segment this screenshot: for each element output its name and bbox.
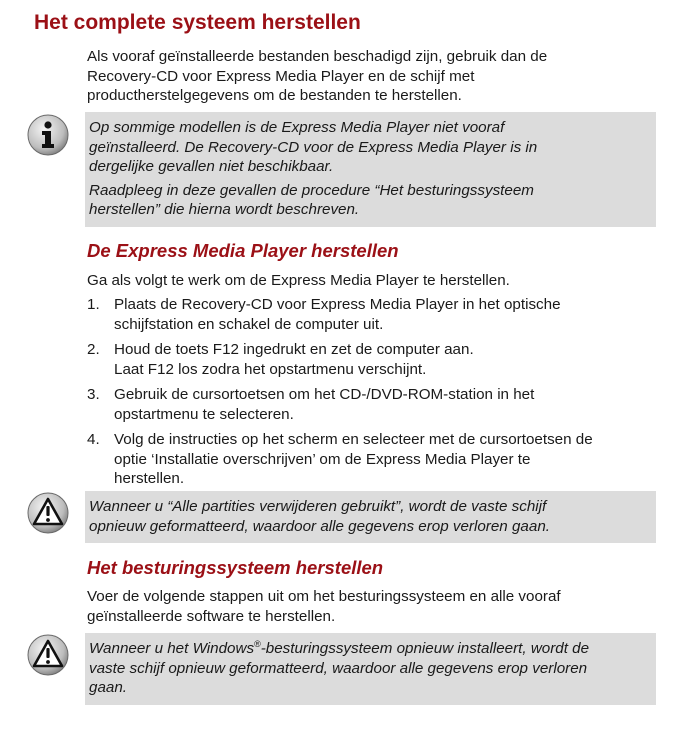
section-title-complete-system: Het complete systeem herstellen — [34, 11, 361, 34]
note-line: opnieuw geformatteerd, waardoor alle gegevens erop verloren gaan. — [89, 517, 550, 535]
step-item — [87, 385, 667, 424]
intro-line: geïnstalleerde software te herstellen. — [87, 607, 336, 625]
step-number: 1. — [87, 296, 100, 313]
section-title-operating-system: Het besturingssysteem herstellen — [87, 557, 384, 578]
note-line: dergelijke gevallen niet beschikbaar. — [89, 158, 334, 175]
step-number: 4. — [87, 431, 100, 448]
note-text: -besturingssysteem opnieuw installeert, wordt de — [260, 640, 590, 657]
step-line: herstellen. — [114, 470, 185, 487]
intro-paragraph — [87, 47, 667, 106]
note-line: Raadpleeg in deze gevallen de procedure “Het besturingssysteem — [89, 181, 534, 199]
step-line: opstartmenu te selecteren. — [114, 405, 294, 423]
note-line: Wanneer u “Alle partities verwijderen gebruikt”, wordt de vaste schijf — [89, 498, 547, 515]
note-line: Op sommige modellen is de Express Media Player niet vooraf — [89, 119, 505, 136]
note-text: Wanneer u het Windows — [89, 640, 255, 657]
step-line: optie ‘Installatie overschrijven’ om de Express Media Player te — [114, 450, 531, 468]
steps-list — [87, 295, 667, 495]
intro-line: Als vooraf geïnstalleerde bestanden beschadigd zijn, gebruik dan de — [87, 48, 548, 65]
step-line: Laat F12 los zodra het opstartmenu verschijnt. — [114, 360, 427, 378]
step-line: Gebruik de cursortoetsen om het CD-/DVD-ROM-station in het — [114, 386, 535, 403]
warning-note-paragraph — [89, 639, 648, 698]
note-line: vaste schijf opnieuw geformatteerd, waardoor alle gegevens erop verloren — [89, 659, 588, 677]
step-line: Volg de instructies op het scherm en selecteer met de cursortoetsen de — [114, 431, 593, 448]
step-item — [87, 295, 667, 334]
step-number: 3. — [87, 386, 100, 403]
step-item — [87, 430, 667, 489]
warning-note-windows — [85, 633, 656, 705]
info-note-paragraph — [89, 181, 648, 220]
note-line: herstellen” die hierna wordt beschreven. — [89, 201, 360, 218]
info-icon — [27, 114, 69, 156]
note-line: geïnstalleerd. De Recovery-CD voor de Express Media Player is in — [89, 138, 538, 156]
step-number: 2. — [87, 341, 100, 358]
section2-intro: Ga als volgt te werk om de Express Media Player te herstellen. — [87, 272, 510, 289]
step-line: schijfstation en schakel de computer uit. — [114, 315, 384, 333]
info-note-paragraph — [89, 118, 648, 177]
section-title-express-media-player: De Express Media Player herstellen — [87, 240, 399, 261]
intro-line: Recovery-CD voor Express Media Player en de schijf met — [87, 67, 475, 85]
warning-triangle-icon — [27, 634, 69, 676]
step-line: Plaats de Recovery-CD voor Express Media Player in het optische — [114, 296, 561, 313]
note-line — [89, 639, 648, 659]
step-line: Houd de toets F12 ingedrukt en zet de computer aan. — [114, 341, 474, 358]
step-item — [87, 340, 667, 379]
intro-line: productherstelgegevens om de bestanden te herstellen. — [87, 87, 462, 104]
info-note — [85, 112, 656, 227]
warning-note — [85, 491, 656, 543]
registered-mark: ® — [254, 638, 261, 649]
section3-intro — [87, 587, 667, 626]
warning-note-paragraph — [89, 497, 648, 536]
warning-triangle-icon — [27, 492, 69, 534]
intro-line: Voer de volgende stappen uit om het besturingssysteem en alle vooraf — [87, 588, 561, 605]
note-line: gaan. — [89, 679, 128, 696]
